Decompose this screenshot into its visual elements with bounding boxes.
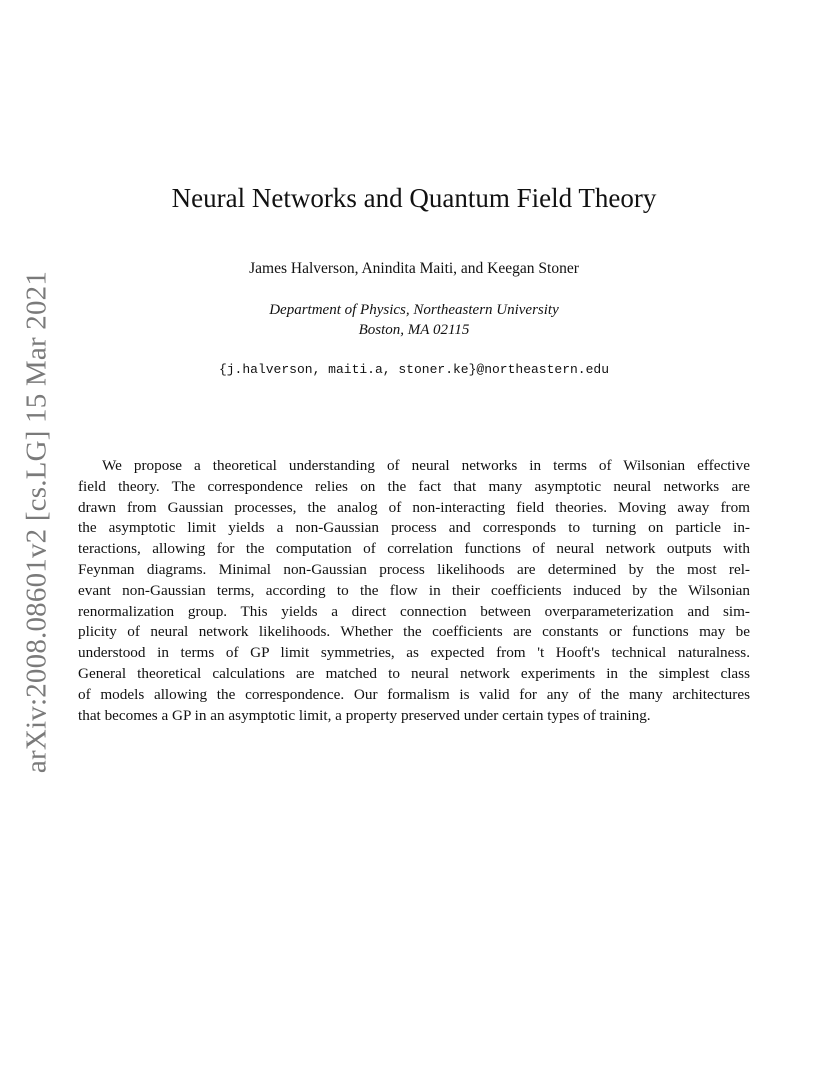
abstract-line: field theory. The correspondence relies on the fact that many asymptotic neural networks are	[78, 477, 750, 495]
affiliation-department: Department of Physics, Northeastern University	[269, 302, 559, 318]
affiliation-location: Boston, MA 02115	[358, 322, 470, 338]
abstract-line: drawn from Gaussian processes, the analog of non-interacting field theories. Moving away from	[78, 498, 750, 516]
abstract-line: the asymptotic limit yields a non-Gaussian process and corresponds to turning on particle in-	[78, 519, 750, 537]
abstract-line: Feynman diagrams. Minimal non-Gaussian process likelihoods are determined by the most rel-	[78, 560, 750, 578]
abstract-line: evant non-Gaussian terms, according to the flow in their coefficients induced by the Wilsonian	[78, 581, 750, 599]
abstract-line: renormalization group. This yields a direct connection between overparameterization and sim-	[78, 602, 750, 620]
author-list: James Halverson, Anindita Maiti, and Keegan Stoner	[249, 260, 579, 277]
abstract-line: General theoretical calculations are matched to neural network experiments in the simplest class	[78, 664, 750, 682]
arxiv-identifier-stamp: arXiv:2008.08601v2 [cs.LG] 15 Mar 2021	[20, 270, 53, 774]
author-emails: {j.halverson, maiti.a, stoner.ke}@northeastern.edu	[218, 362, 610, 377]
abstract-line: plicity of neural network likelihoods. Whether the coefficients are constants or functions may be	[78, 623, 750, 641]
abstract	[78, 456, 750, 726]
affiliation	[0, 300, 828, 340]
abstract-line: that becomes a GP in an asymptotic limit, a property preserved under certain types of training.	[78, 706, 651, 724]
paper-title: Neural Networks and Quantum Field Theory	[171, 183, 657, 213]
abstract-line: teractions, allowing for the computation of correlation functions of neural network outputs with	[78, 540, 750, 558]
abstract-line: understood in terms of GP limit symmetries, as expected from 't Hooft's technical naturalness.	[78, 644, 750, 662]
abstract-line: We propose a theoretical understanding of neural networks in terms of Wilsonian effective	[102, 457, 750, 474]
abstract-line: of models allowing the correspondence. Our formalism is valid for any of the many architectures	[78, 685, 750, 703]
